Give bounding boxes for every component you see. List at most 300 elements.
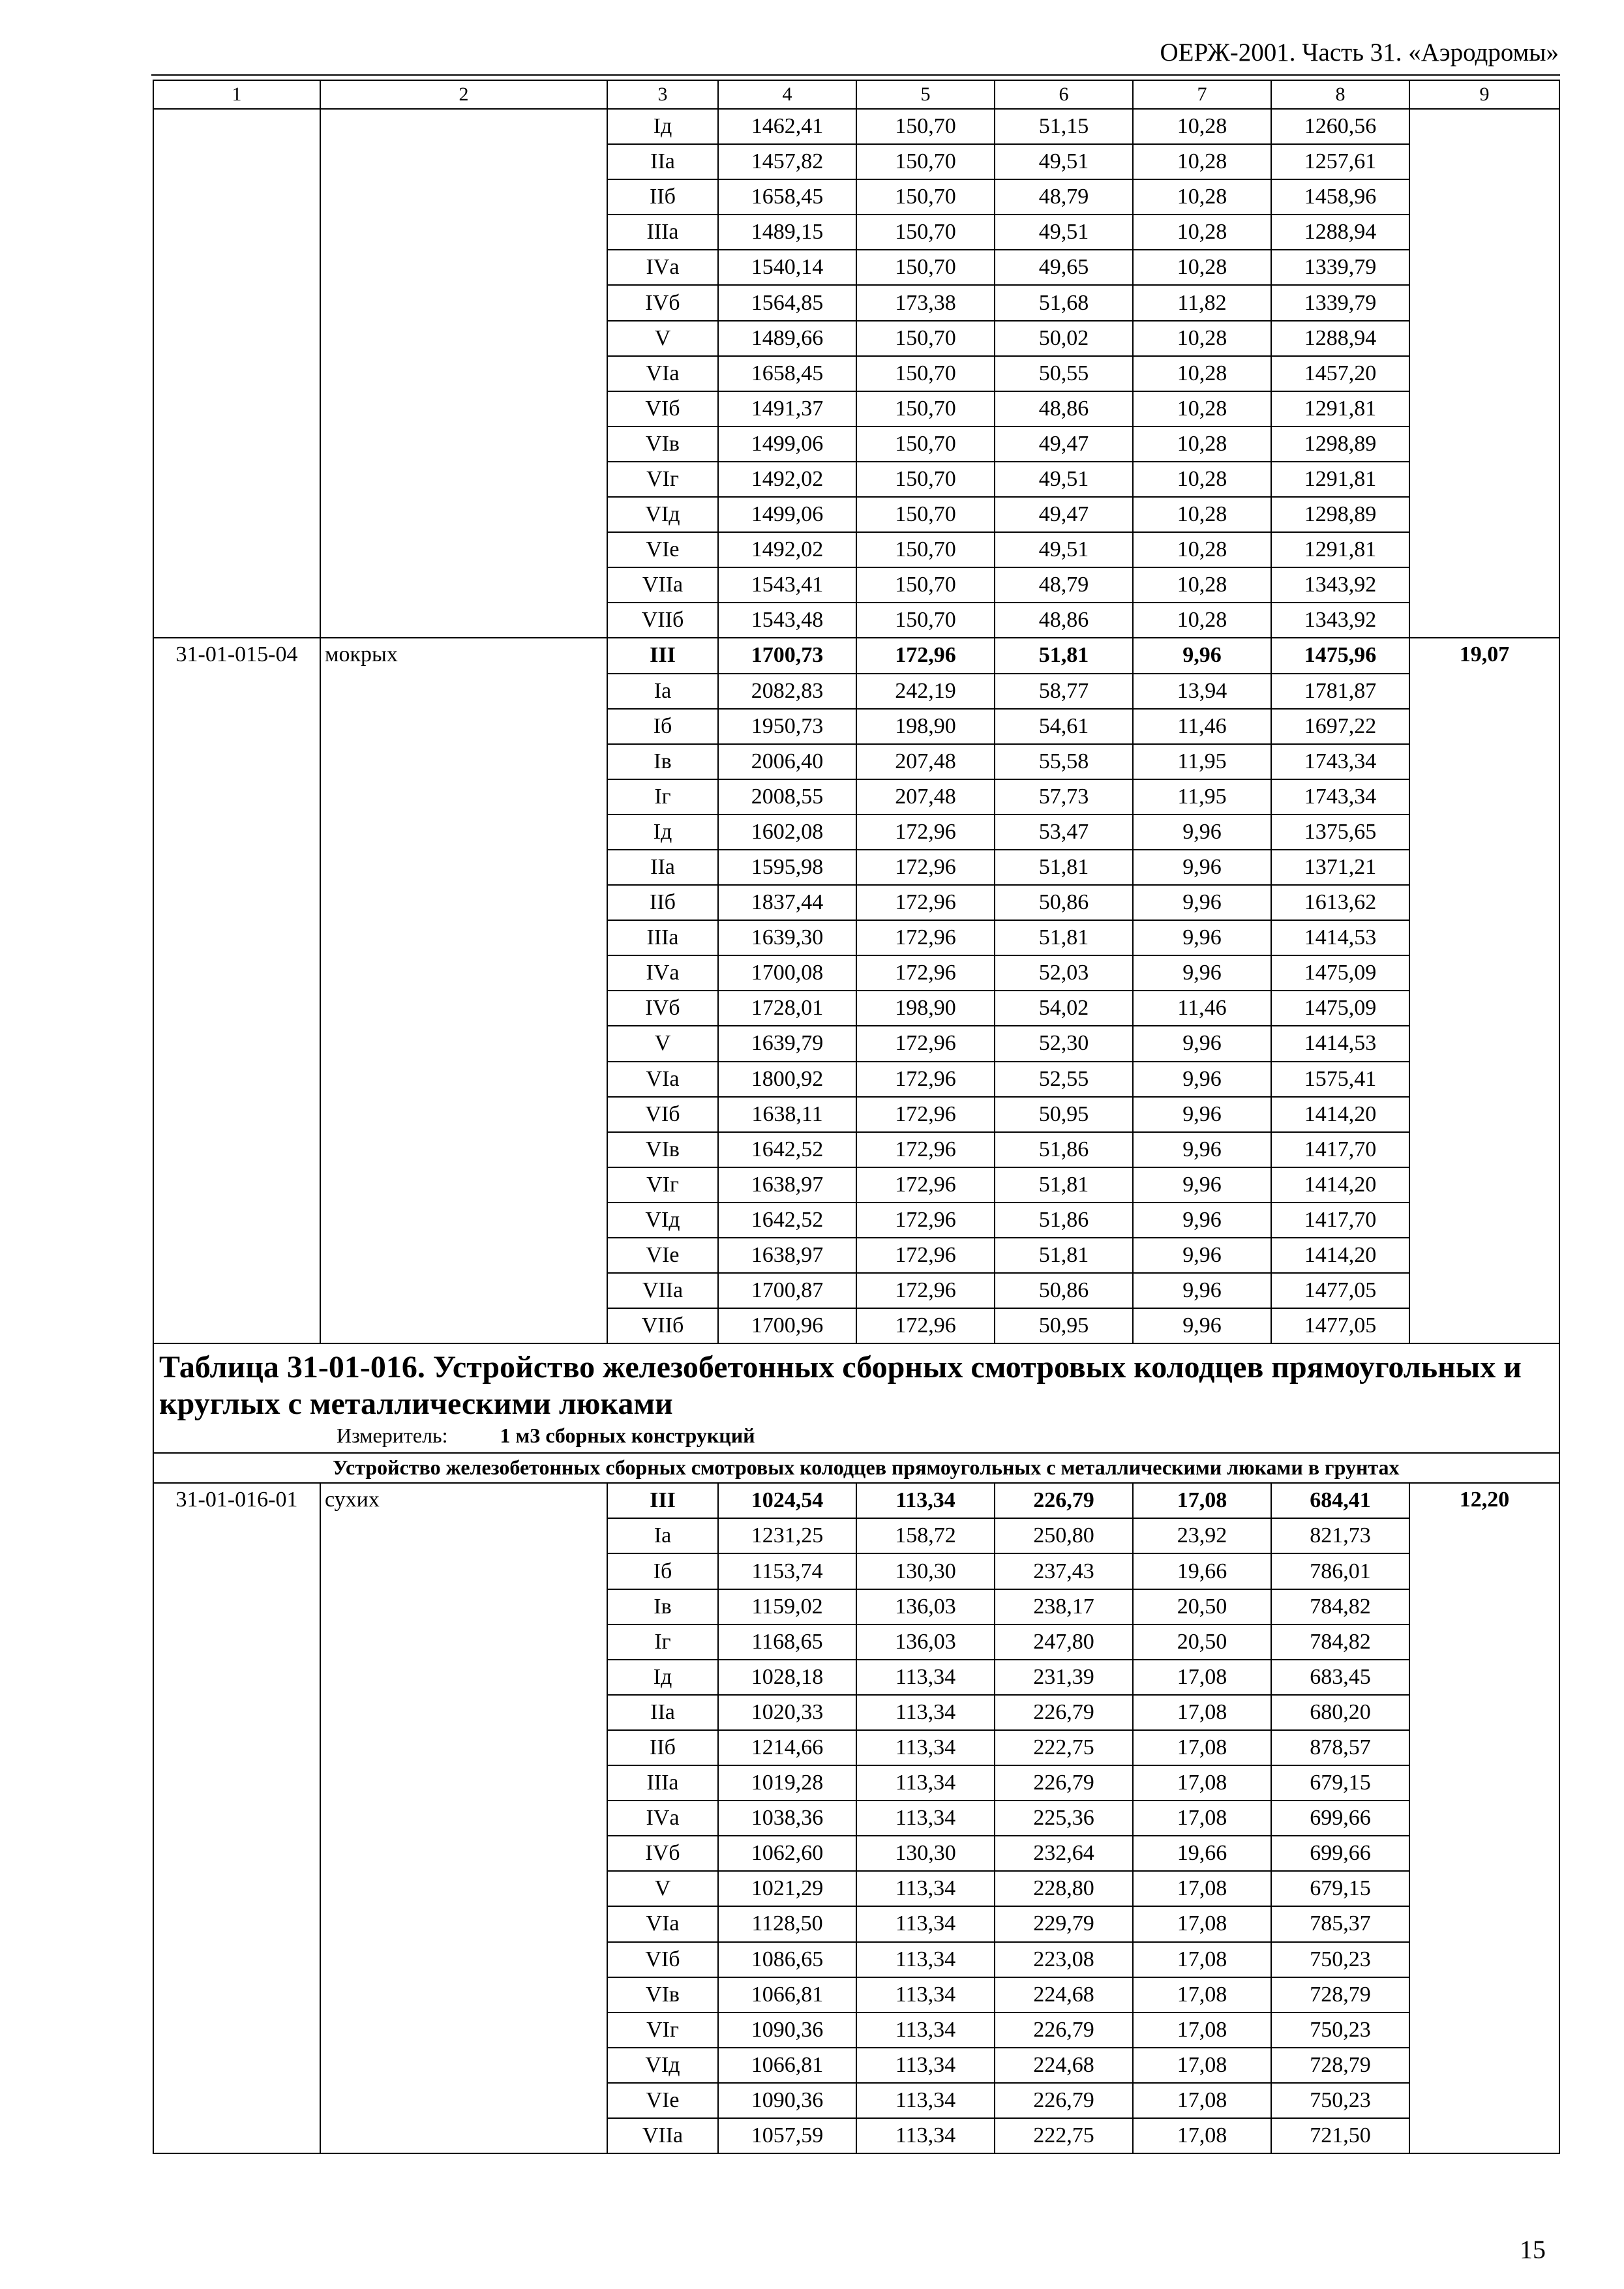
value-cell: 130,30 — [856, 1836, 995, 1871]
zone-cell: III — [607, 1483, 718, 1518]
value-cell: 2008,55 — [718, 779, 856, 815]
value-cell: 54,61 — [995, 709, 1133, 744]
value-cell: 226,79 — [995, 1695, 1133, 1730]
col9-cell — [1409, 1977, 1559, 2012]
table-row — [153, 2048, 1559, 2083]
zone-cell: VIIа — [607, 567, 718, 603]
table-row — [153, 462, 1559, 497]
code-cell: 31-01-016-01 — [153, 1483, 320, 1518]
code-cell — [153, 1624, 320, 1660]
name-cell: мокрых — [320, 638, 607, 673]
value-cell: 20,50 — [1133, 1624, 1271, 1660]
code-cell — [153, 497, 320, 532]
value-cell: 728,79 — [1271, 2048, 1409, 2083]
value-cell: 52,30 — [995, 1026, 1133, 1061]
col9-cell — [1409, 1801, 1559, 1836]
value-cell: 699,66 — [1271, 1836, 1409, 1871]
col9-cell — [1409, 991, 1559, 1026]
col9-cell — [1409, 250, 1559, 285]
zone-cell: IIа — [607, 850, 718, 885]
zone-cell: VIб — [607, 391, 718, 426]
value-cell: 50,55 — [995, 356, 1133, 391]
value-cell: 10,28 — [1133, 426, 1271, 462]
value-cell: 1371,21 — [1271, 850, 1409, 885]
table-row — [153, 285, 1559, 320]
table-row — [153, 1483, 1559, 1518]
value-cell: 1414,53 — [1271, 1026, 1409, 1061]
table-row — [153, 638, 1559, 673]
value-cell: 172,96 — [856, 1308, 995, 1343]
zone-cell: Iа — [607, 1518, 718, 1553]
value-cell: 9,96 — [1133, 1203, 1271, 1238]
zone-cell: Iв — [607, 744, 718, 779]
col9-cell — [1409, 1097, 1559, 1132]
value-cell: 150,70 — [856, 144, 995, 179]
page-number: 15 — [1520, 2235, 1546, 2264]
value-cell: 1540,14 — [718, 250, 856, 285]
value-cell: 1153,74 — [718, 1553, 856, 1589]
code-cell — [153, 920, 320, 955]
value-cell: 50,86 — [995, 1273, 1133, 1308]
name-cell — [320, 955, 607, 991]
table-row — [153, 2118, 1559, 2153]
value-cell: 1417,70 — [1271, 1203, 1409, 1238]
col9-cell — [1409, 356, 1559, 391]
value-cell: 1728,01 — [718, 991, 856, 1026]
value-cell: 1417,70 — [1271, 1132, 1409, 1167]
value-cell: 1214,66 — [718, 1730, 856, 1765]
name-cell — [320, 215, 607, 250]
code-cell — [153, 1660, 320, 1695]
table-title-row — [153, 1343, 1559, 1453]
value-cell: 10,28 — [1133, 356, 1271, 391]
value-cell: 750,23 — [1271, 2083, 1409, 2118]
zone-cell: VIб — [607, 1942, 718, 1977]
code-cell — [153, 285, 320, 320]
table-row — [153, 1695, 1559, 1730]
value-cell: 173,38 — [856, 285, 995, 320]
name-cell — [320, 1942, 607, 1977]
col9-cell — [1409, 603, 1559, 638]
value-cell: 136,03 — [856, 1624, 995, 1660]
col9-cell — [1409, 1871, 1559, 1906]
value-cell: 225,36 — [995, 1801, 1133, 1836]
value-cell: 17,08 — [1133, 1977, 1271, 2012]
table-row — [153, 674, 1559, 709]
name-cell — [320, 1238, 607, 1273]
zone-cell: V — [607, 1871, 718, 1906]
col9-cell — [1409, 1518, 1559, 1553]
value-cell: 750,23 — [1271, 2012, 1409, 2048]
value-cell: 1700,73 — [718, 638, 856, 673]
code-cell — [153, 1871, 320, 1906]
value-cell: 10,28 — [1133, 532, 1271, 567]
code-cell — [153, 1906, 320, 1941]
value-cell: 226,79 — [995, 1483, 1133, 1518]
name-cell — [320, 356, 607, 391]
zone-cell: VIд — [607, 497, 718, 532]
value-cell: 1743,34 — [1271, 744, 1409, 779]
code-cell — [153, 1765, 320, 1801]
value-cell: 1168,65 — [718, 1624, 856, 1660]
name-cell — [320, 144, 607, 179]
value-cell: 113,34 — [856, 1695, 995, 1730]
value-cell: 1613,62 — [1271, 885, 1409, 920]
value-cell: 113,34 — [856, 1906, 995, 1941]
table-row — [153, 955, 1559, 991]
col9-cell — [1409, 885, 1559, 920]
code-cell — [153, 179, 320, 215]
value-cell: 1260,56 — [1271, 109, 1409, 144]
name-cell — [320, 567, 607, 603]
value-cell: 222,75 — [995, 1730, 1133, 1765]
section-subtitle-cell — [153, 1453, 1559, 1483]
code-cell — [153, 955, 320, 991]
value-cell: 683,45 — [1271, 1660, 1409, 1695]
table-row — [153, 779, 1559, 815]
name-cell — [320, 391, 607, 426]
col9-cell — [1409, 1132, 1559, 1167]
name-cell — [320, 250, 607, 285]
value-cell: 113,34 — [856, 1871, 995, 1906]
value-cell: 10,28 — [1133, 462, 1271, 497]
value-cell: 10,28 — [1133, 179, 1271, 215]
value-cell: 9,96 — [1133, 920, 1271, 955]
value-cell: 9,96 — [1133, 1026, 1271, 1061]
name-cell — [320, 2048, 607, 2083]
value-cell: 1642,52 — [718, 1132, 856, 1167]
value-cell: 17,08 — [1133, 2012, 1271, 2048]
value-cell: 1642,52 — [718, 1203, 856, 1238]
name-cell — [320, 1801, 607, 1836]
value-cell: 1462,41 — [718, 109, 856, 144]
col9-cell — [1409, 955, 1559, 991]
value-cell: 1492,02 — [718, 532, 856, 567]
value-cell: 9,96 — [1133, 1167, 1271, 1203]
value-cell: 10,28 — [1133, 250, 1271, 285]
table-row — [153, 391, 1559, 426]
code-cell — [153, 1977, 320, 2012]
col9-cell — [1409, 1765, 1559, 1801]
code-cell — [153, 603, 320, 638]
table-title-cell — [153, 1343, 1559, 1453]
col9-cell: 19,07 — [1409, 638, 1559, 673]
zone-cell: V — [607, 1026, 718, 1061]
value-cell: 9,96 — [1133, 1062, 1271, 1097]
value-cell: 172,96 — [856, 885, 995, 920]
value-cell: 1038,36 — [718, 1801, 856, 1836]
name-cell — [320, 920, 607, 955]
value-cell: 1489,15 — [718, 215, 856, 250]
value-cell: 55,58 — [995, 744, 1133, 779]
rates-table — [153, 80, 1560, 2154]
col9-cell — [1409, 1026, 1559, 1061]
name-cell — [320, 109, 607, 144]
value-cell: 113,34 — [856, 2118, 995, 2153]
value-cell: 150,70 — [856, 426, 995, 462]
value-cell: 113,34 — [856, 2083, 995, 2118]
column-number: 6 — [995, 80, 1133, 109]
col9-cell — [1409, 2083, 1559, 2118]
name-cell — [320, 532, 607, 567]
value-cell: 1638,97 — [718, 1238, 856, 1273]
value-cell: 49,51 — [995, 144, 1133, 179]
code-cell — [153, 2048, 320, 2083]
value-cell: 10,28 — [1133, 497, 1271, 532]
value-cell: 172,96 — [856, 1167, 995, 1203]
code-cell — [153, 1203, 320, 1238]
name-cell — [320, 744, 607, 779]
value-cell: 20,50 — [1133, 1589, 1271, 1624]
value-cell: 52,03 — [995, 955, 1133, 991]
value-cell: 11,95 — [1133, 744, 1271, 779]
value-cell: 9,96 — [1133, 1132, 1271, 1167]
value-cell: 1090,36 — [718, 2083, 856, 2118]
table-row — [153, 1203, 1559, 1238]
name-cell — [320, 1660, 607, 1695]
zone-cell: IIIа — [607, 1765, 718, 1801]
table-row — [153, 1765, 1559, 1801]
value-cell: 113,34 — [856, 1977, 995, 2012]
name-cell — [320, 1308, 607, 1343]
zone-cell: VIг — [607, 462, 718, 497]
code-cell — [153, 815, 320, 850]
value-cell: 50,86 — [995, 885, 1133, 920]
value-cell: 51,68 — [995, 285, 1133, 320]
value-cell: 1062,60 — [718, 1836, 856, 1871]
zone-cell: IIб — [607, 885, 718, 920]
value-cell: 49,47 — [995, 497, 1133, 532]
col9-cell — [1409, 391, 1559, 426]
name-cell — [320, 885, 607, 920]
col9-cell — [1409, 674, 1559, 709]
col9-cell — [1409, 1942, 1559, 1977]
table-row — [153, 1624, 1559, 1660]
value-cell: 9,96 — [1133, 885, 1271, 920]
code-cell — [153, 109, 320, 144]
value-cell: 1697,22 — [1271, 709, 1409, 744]
value-cell: 50,02 — [995, 321, 1133, 356]
zone-cell: Iв — [607, 1589, 718, 1624]
value-cell: 9,96 — [1133, 1308, 1271, 1343]
name-cell — [320, 1026, 607, 1061]
col9-cell — [1409, 815, 1559, 850]
value-cell: 1343,92 — [1271, 567, 1409, 603]
column-number: 5 — [856, 80, 995, 109]
value-cell: 878,57 — [1271, 1730, 1409, 1765]
code-cell — [153, 567, 320, 603]
value-cell: 1457,20 — [1271, 356, 1409, 391]
value-cell: 1086,65 — [718, 1942, 856, 1977]
name-cell — [320, 1132, 607, 1167]
value-cell: 9,96 — [1133, 1238, 1271, 1273]
col9-cell — [1409, 215, 1559, 250]
table-row — [153, 920, 1559, 955]
value-cell: 17,08 — [1133, 1483, 1271, 1518]
value-cell: 172,96 — [856, 920, 995, 955]
table-row — [153, 250, 1559, 285]
zone-cell: VIв — [607, 1132, 718, 1167]
value-cell: 2006,40 — [718, 744, 856, 779]
value-cell: 721,50 — [1271, 2118, 1409, 2153]
value-cell: 49,51 — [995, 462, 1133, 497]
value-cell: 57,73 — [995, 779, 1133, 815]
value-cell: 51,86 — [995, 1203, 1133, 1238]
zone-cell: IVб — [607, 991, 718, 1026]
zone-cell: IIа — [607, 144, 718, 179]
value-cell: 113,34 — [856, 2048, 995, 2083]
col9-cell — [1409, 1906, 1559, 1941]
zone-cell: III — [607, 638, 718, 673]
value-cell: 1489,66 — [718, 321, 856, 356]
value-cell: 48,79 — [995, 179, 1133, 215]
value-cell: 17,08 — [1133, 2048, 1271, 2083]
value-cell: 52,55 — [995, 1062, 1133, 1097]
value-cell: 113,34 — [856, 2012, 995, 2048]
name-cell — [320, 1977, 607, 2012]
name-cell — [320, 1695, 607, 1730]
section-subtitle-row — [153, 1453, 1559, 1483]
value-cell: 51,81 — [995, 1238, 1133, 1273]
code-cell — [153, 991, 320, 1026]
value-cell: 1291,81 — [1271, 462, 1409, 497]
value-cell: 1950,73 — [718, 709, 856, 744]
value-cell: 150,70 — [856, 567, 995, 603]
value-cell: 9,96 — [1133, 815, 1271, 850]
value-cell: 1543,48 — [718, 603, 856, 638]
table-row — [153, 1553, 1559, 1589]
zone-cell: Iб — [607, 1553, 718, 1589]
col9-cell — [1409, 2118, 1559, 2153]
value-cell: 1291,81 — [1271, 532, 1409, 567]
col9-cell: 12,20 — [1409, 1483, 1559, 1518]
table-row — [153, 1801, 1559, 1836]
zone-cell: Iд — [607, 1660, 718, 1695]
value-cell: 10,28 — [1133, 215, 1271, 250]
table-row — [153, 1308, 1559, 1343]
code-cell — [153, 1836, 320, 1871]
zone-cell: IIб — [607, 179, 718, 215]
col9-cell — [1409, 1836, 1559, 1871]
value-cell: 1019,28 — [718, 1765, 856, 1801]
value-cell: 679,15 — [1271, 1765, 1409, 1801]
zone-cell: VIд — [607, 2048, 718, 2083]
zone-cell: VIг — [607, 2012, 718, 2048]
zone-cell: IIа — [607, 1695, 718, 1730]
code-cell — [153, 1730, 320, 1765]
name-cell — [320, 462, 607, 497]
zone-cell: VIIа — [607, 2118, 718, 2153]
measure-line — [337, 1422, 1554, 1448]
value-cell: 1781,87 — [1271, 674, 1409, 709]
code-cell — [153, 850, 320, 885]
col9-cell — [1409, 779, 1559, 815]
table-row — [153, 2012, 1559, 2048]
value-cell: 1658,45 — [718, 179, 856, 215]
value-cell: 17,08 — [1133, 1695, 1271, 1730]
table-row — [153, 1097, 1559, 1132]
zone-cell: VIе — [607, 532, 718, 567]
table-row — [153, 1238, 1559, 1273]
value-cell: 9,96 — [1133, 1273, 1271, 1308]
value-cell: 17,08 — [1133, 1871, 1271, 1906]
value-cell: 1066,81 — [718, 2048, 856, 2083]
zone-cell: VIIб — [607, 603, 718, 638]
value-cell: 242,19 — [856, 674, 995, 709]
table-row — [153, 1167, 1559, 1203]
code-cell — [153, 885, 320, 920]
value-cell: 1414,20 — [1271, 1167, 1409, 1203]
zone-cell: VIе — [607, 2083, 718, 2118]
name-cell — [320, 1589, 607, 1624]
value-cell: 226,79 — [995, 2083, 1133, 2118]
value-cell: 785,37 — [1271, 1906, 1409, 1941]
value-cell: 1743,34 — [1271, 779, 1409, 815]
value-cell: 1837,44 — [718, 885, 856, 920]
code-cell — [153, 1273, 320, 1308]
value-cell: 1066,81 — [718, 1977, 856, 2012]
value-cell: 51,81 — [995, 920, 1133, 955]
table-row — [153, 1906, 1559, 1941]
value-cell: 226,79 — [995, 1765, 1133, 1801]
value-cell: 1414,20 — [1271, 1238, 1409, 1273]
value-cell: 223,08 — [995, 1942, 1133, 1977]
col9-cell — [1409, 567, 1559, 603]
name-cell — [320, 1553, 607, 1589]
zone-cell: IIIа — [607, 920, 718, 955]
zone-cell: VIд — [607, 1203, 718, 1238]
value-cell: 48,79 — [995, 567, 1133, 603]
value-cell: 172,96 — [856, 1203, 995, 1238]
value-cell: 17,08 — [1133, 1906, 1271, 1941]
value-cell: 679,15 — [1271, 1871, 1409, 1906]
col9-cell — [1409, 1062, 1559, 1097]
zone-cell: Iг — [607, 779, 718, 815]
col9-cell — [1409, 850, 1559, 885]
value-cell: 49,51 — [995, 532, 1133, 567]
value-cell: 232,64 — [995, 1836, 1133, 1871]
measure-value: 1 м3 сборных конструкций — [500, 1424, 755, 1448]
column-number: 9 — [1409, 80, 1559, 109]
value-cell: 150,70 — [856, 497, 995, 532]
value-cell: 1057,59 — [718, 2118, 856, 2153]
zone-cell: VIв — [607, 1977, 718, 2012]
value-cell: 51,81 — [995, 638, 1133, 673]
value-cell: 17,08 — [1133, 2118, 1271, 2153]
zone-cell: Iд — [607, 109, 718, 144]
zone-cell: VIIа — [607, 1273, 718, 1308]
zone-cell: VIа — [607, 1062, 718, 1097]
name-cell — [320, 850, 607, 885]
table-row — [153, 144, 1559, 179]
value-cell: 1491,37 — [718, 391, 856, 426]
value-cell: 150,70 — [856, 532, 995, 567]
value-cell: 113,34 — [856, 1483, 995, 1518]
name-cell — [320, 1518, 607, 1553]
value-cell: 680,20 — [1271, 1695, 1409, 1730]
zone-cell: Iд — [607, 815, 718, 850]
value-cell: 172,96 — [856, 850, 995, 885]
value-cell: 1291,81 — [1271, 391, 1409, 426]
name-cell — [320, 497, 607, 532]
code-cell — [153, 2083, 320, 2118]
col9-cell — [1409, 144, 1559, 179]
value-cell: 172,96 — [856, 1273, 995, 1308]
value-cell: 784,82 — [1271, 1589, 1409, 1624]
value-cell: 48,86 — [995, 391, 1133, 426]
value-cell: 228,80 — [995, 1871, 1133, 1906]
value-cell: 1028,18 — [718, 1660, 856, 1695]
